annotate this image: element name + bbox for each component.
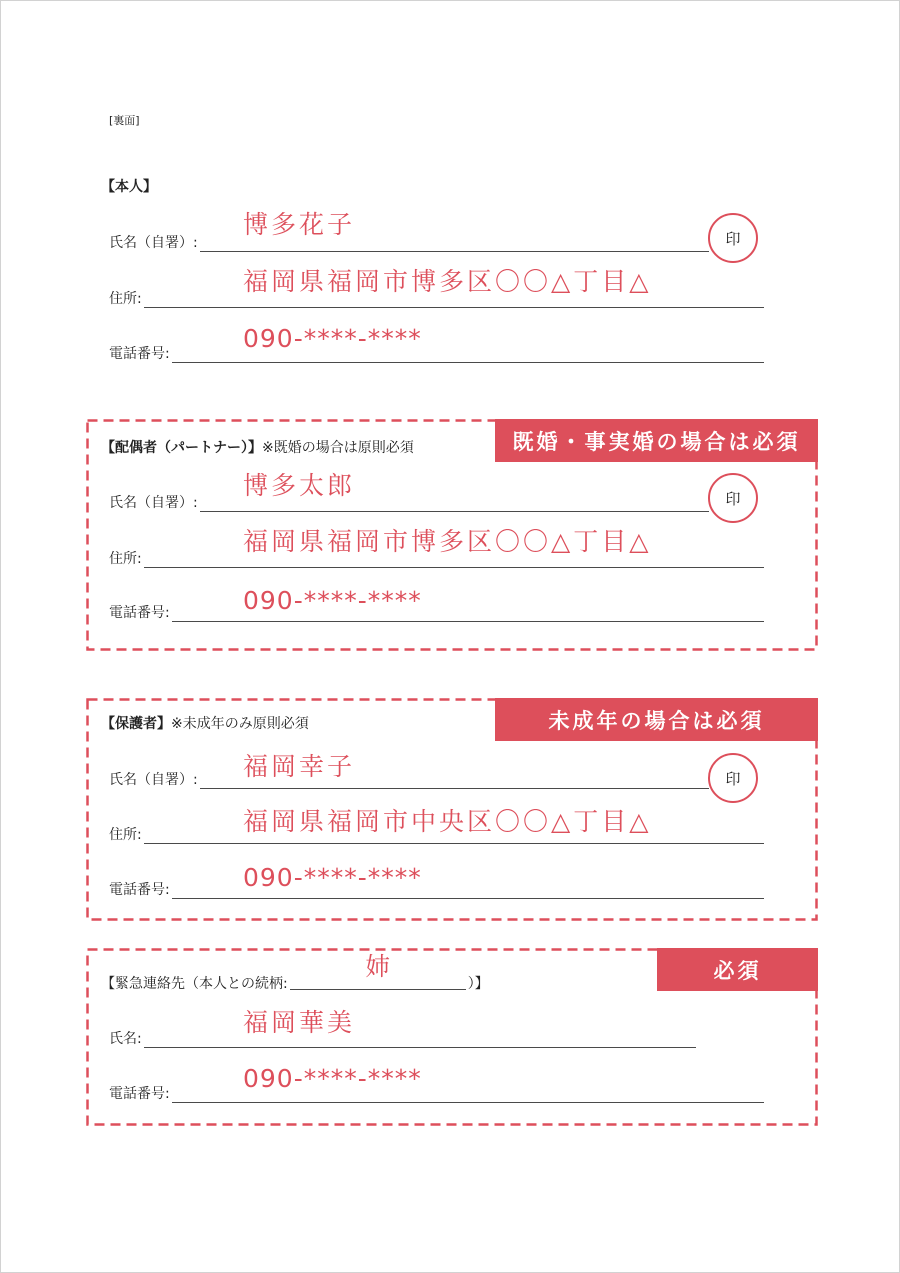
section-heading-title: 【保護者】 xyxy=(101,716,171,732)
relationship-value: 姉 xyxy=(365,952,391,981)
required-badge: 既婚・事実婚の場合は必須 xyxy=(495,419,818,462)
phone-value: 090-****-**** xyxy=(243,863,422,892)
section-spouse xyxy=(86,419,818,651)
seal-circle xyxy=(708,213,758,263)
name-label: 氏名（自署）: xyxy=(109,772,198,788)
seal-circle xyxy=(708,473,758,523)
name-label: 氏名（自署）: xyxy=(109,495,198,511)
section-heading xyxy=(101,178,157,196)
phone-value: 090-****-**** xyxy=(243,586,422,615)
required-badge: 必須 xyxy=(657,948,818,991)
address-label: 住所: xyxy=(109,827,142,843)
phone-row xyxy=(109,1085,764,1103)
phone-label: 電話番号: xyxy=(109,605,170,621)
phone-row xyxy=(109,881,764,899)
section-heading xyxy=(101,715,309,733)
name-value: 福岡幸子 xyxy=(243,752,356,781)
section-heading xyxy=(101,439,414,457)
address-value: 福岡県福岡市博多区〇〇△丁目△ xyxy=(243,267,652,296)
seal-circle xyxy=(708,753,758,803)
section-guardian xyxy=(86,698,818,921)
section-heading-title: 【緊急連絡先（本人との続柄: xyxy=(101,976,288,992)
phone-label: 電話番号: xyxy=(109,346,170,362)
phone-label: 電話番号: xyxy=(109,1086,170,1102)
phone-row xyxy=(109,604,764,622)
name-value: 福岡華美 xyxy=(243,1008,356,1037)
phone-label: 電話番号: xyxy=(109,882,170,898)
section-heading xyxy=(101,952,489,993)
seal-label: 印 xyxy=(725,769,741,788)
section-heading-title: 【配偶者（パートナー）】 xyxy=(101,440,262,456)
phone-value: 090-****-**** xyxy=(243,1064,422,1093)
name-value: 博多花子 xyxy=(243,210,356,239)
section-heading-note: ※未成年のみ原則必須 xyxy=(171,716,309,732)
name-line xyxy=(144,1033,696,1048)
phone-value: 090-****-**** xyxy=(243,324,422,353)
required-badge: 未成年の場合は必須 xyxy=(495,698,818,741)
address-label: 住所: xyxy=(109,291,142,307)
section-heading-end: ）】 xyxy=(467,976,489,992)
name-row xyxy=(109,771,709,789)
phone-row xyxy=(109,345,764,363)
section-heading-title: 【本人】 xyxy=(101,179,157,195)
page-side-label: [裏面] xyxy=(109,114,140,127)
name-row xyxy=(109,494,709,512)
section-heading-note: ※既婚の場合は原則必須 xyxy=(262,440,414,456)
seal-label: 印 xyxy=(725,229,741,248)
address-label: 住所: xyxy=(109,551,142,567)
name-line xyxy=(200,237,709,252)
relationship-line xyxy=(290,952,466,990)
seal-label: 印 xyxy=(725,489,741,508)
section-emergency-contact xyxy=(86,948,818,1126)
address-value: 福岡県福岡市博多区〇〇△丁目△ xyxy=(243,527,652,556)
name-label: 氏名: xyxy=(109,1031,142,1047)
name-label: 氏名（自署）: xyxy=(109,235,198,251)
name-value: 博多太郎 xyxy=(243,471,356,500)
name-row xyxy=(109,234,709,252)
name-row xyxy=(109,1030,696,1048)
address-value: 福岡県福岡市中央区〇〇△丁目△ xyxy=(243,807,652,836)
